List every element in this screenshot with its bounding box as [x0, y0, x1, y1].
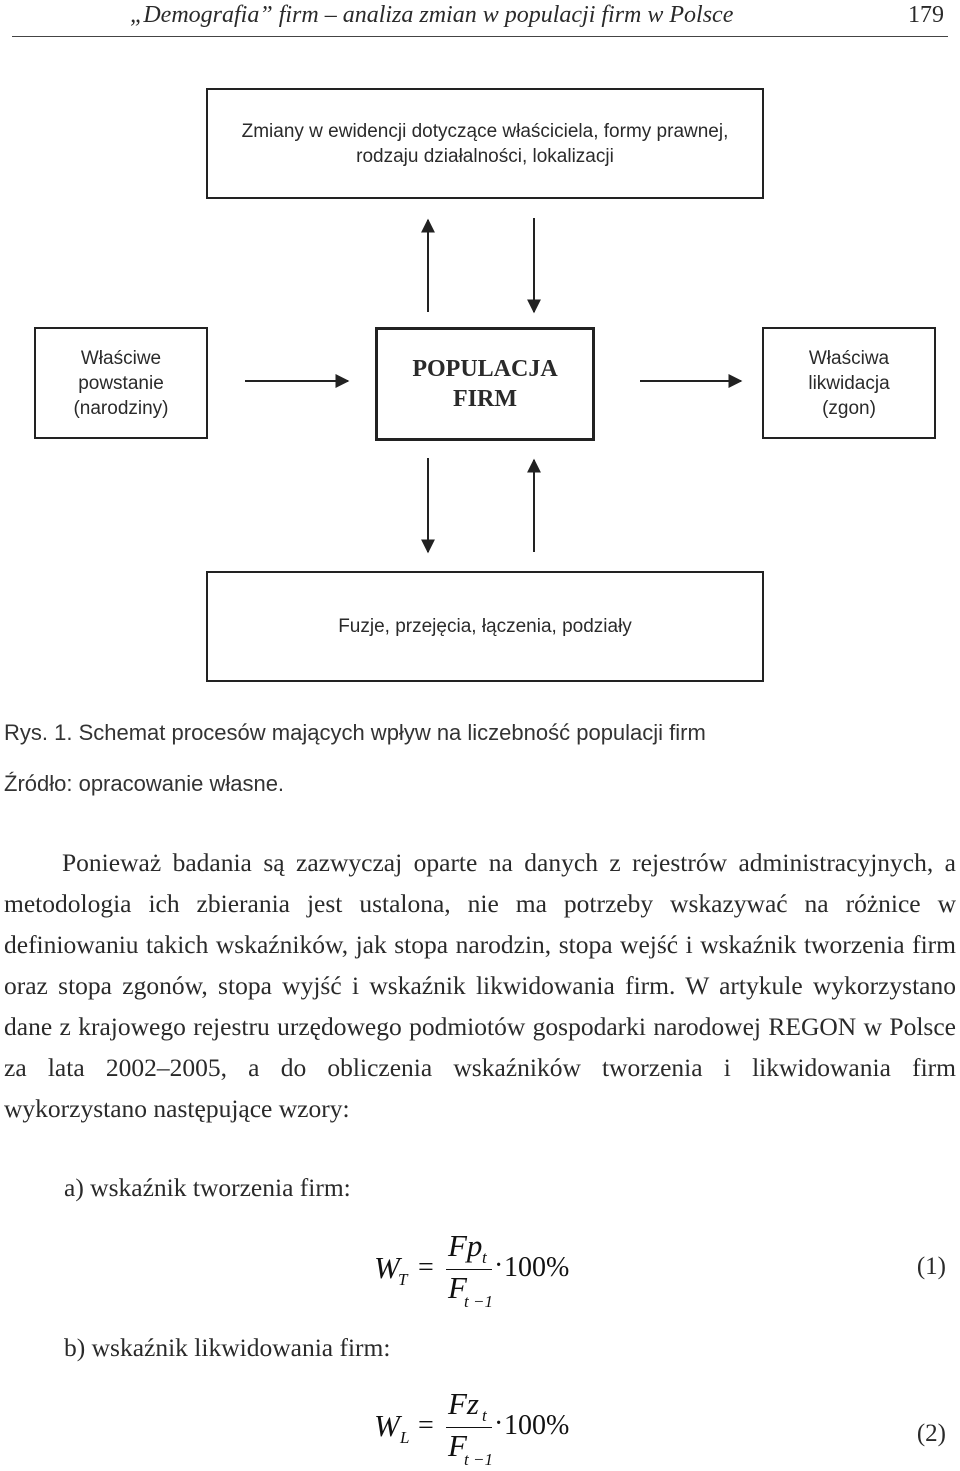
- right-box-label: Właściwa likwidacja (zgon): [808, 347, 890, 419]
- f1-lhs-sub: T: [398, 1270, 408, 1289]
- f2-numerator: Fz: [448, 1386, 479, 1421]
- equation-number-2: (2): [916, 1420, 946, 1447]
- page-number: 179: [908, 2, 944, 28]
- left-box-label: Właściwe powstanie (narodziny): [73, 347, 169, 419]
- f1-numerator-sub: t: [482, 1248, 487, 1267]
- center-box-label: POPULACJA FIRM: [412, 356, 558, 412]
- f2-lhs-sub: L: [400, 1428, 410, 1447]
- item-a: a) wskaźnik tworzenia firm:: [64, 1173, 351, 1202]
- body-paragraph: [4, 842, 956, 1129]
- f1-lhs: W: [374, 1250, 400, 1285]
- f1-numerator: Fp: [448, 1228, 483, 1263]
- formula-1: [370, 1228, 600, 1312]
- f2-numerator-sub: t: [482, 1406, 487, 1425]
- equation-number-1: (1): [916, 1253, 946, 1280]
- f1-percent: 100%: [504, 1252, 570, 1283]
- f1-times: ·: [494, 1250, 504, 1281]
- f2-lhs: W: [374, 1408, 400, 1443]
- f1-denominator: F: [448, 1270, 467, 1305]
- top-box-label: Zmiany w ewidencji dotyczące właściciela, formy prawnej, rodzaju działalności, lokalizacji: [241, 120, 729, 167]
- f1-denominator-sub: t −1: [464, 1292, 493, 1311]
- running-head-title: „Demografia” firm – analiza zmian w populacji firm w Polsce: [130, 2, 734, 28]
- figure-caption: Rys. 1. Schemat procesów mających wpływ na liczebność populacji firm: [4, 720, 706, 745]
- formula-2: [370, 1386, 600, 1470]
- figure-source: Źródło: opracowanie własne.: [4, 771, 285, 796]
- f1-equals: =: [418, 1252, 434, 1283]
- f2-times: ·: [494, 1408, 504, 1439]
- bottom-box-label: Fuzje, przejęcia, łączenia, podziały: [338, 616, 632, 637]
- diagram-arrows: [0, 0, 960, 720]
- body-paragraph-text: Ponieważ badania są zazwyczaj oparte na danych z rejestrów administracyjnych, a metodologia ich zbierania jest ustalona, nie ma potrzeby wskazywać na różnice w definiowaniu takich wskaźników, jak stopa narodzin, stopa wejść i wskaźnik tworzenia firm oraz stopa zgonów, stopa wyjść i wskaźnik likwidowania firm. W artykule wykorzystano dane z krajowego rejestru urzędowego podmiotów gospodarki narodowej REGON w Polsce za lata 2002–2005, a do obliczenia wskaźników tworzenia i likwidowania firm wykorzystano następujące wzory:: [4, 848, 956, 1123]
- f2-denominator-sub: t −1: [464, 1450, 493, 1469]
- f2-percent: 100%: [504, 1410, 570, 1441]
- f2-equals: =: [418, 1410, 434, 1441]
- item-b: b) wskaźnik likwidowania firm:: [64, 1333, 391, 1362]
- f2-denominator: F: [448, 1428, 467, 1463]
